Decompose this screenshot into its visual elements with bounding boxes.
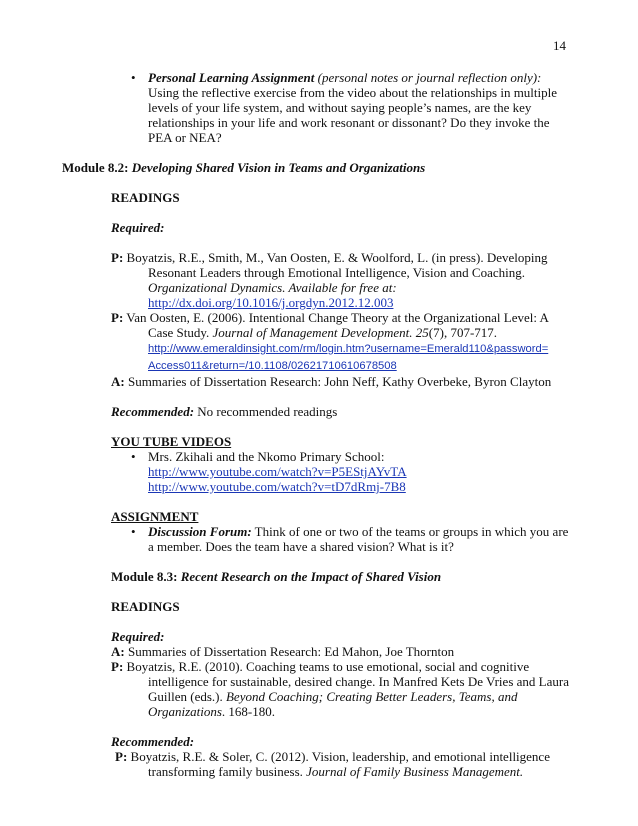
required-label: Required: [111, 220, 165, 235]
reference-entry: A: Summaries of Dissertation Research: Ed Mahon, Joe Thornton [111, 644, 455, 659]
emerald-link-cont[interactable]: Access011&return=/10.1108/02621710610678508 [148, 360, 397, 372]
pla-line: relationships in your life and work resonant or dissonant? Do they invoke the [148, 115, 550, 130]
pla-line: Using the reflective exercise from the video about the relationships in multiple [148, 85, 558, 100]
reference-entry: P: Van Oosten, E. (2006). Intentional Change Theory at the Organizational Level: A [111, 310, 549, 325]
youtube-heading: YOU TUBE VIDEOS [111, 434, 232, 449]
module-8-3-heading: Module 8.3: Recent Research on the Impact of Shared Vision [111, 569, 442, 584]
youtube-link-2[interactable]: http://www.youtube.com/watch?v=tD7dRmj-7B8 [148, 479, 406, 494]
recommended-line: Recommended: No recommended readings [111, 404, 338, 419]
required-label: Required: [111, 629, 165, 644]
emerald-link[interactable]: http://www.emeraldinsight.com/rm/login.htm?username=Emerald110&password= [148, 343, 549, 355]
reference-entry: A: Summaries of Dissertation Research: John Neff, Kathy Overbeke, Byron Clayton [111, 374, 552, 389]
pla-line: levels of your life system, and without saying people’s names, are the key [148, 100, 532, 115]
bullet-icon: • [131, 70, 136, 85]
readings-heading: READINGS [111, 599, 180, 614]
reference-entry: P: Boyatzis, R.E. & Soler, C. (2012). Vision, leadership, and emotional intelligence [115, 749, 550, 764]
bullet-icon: • [131, 449, 136, 464]
video-title: Mrs. Zkihali and the Nkomo Primary School: [148, 449, 385, 464]
discussion-forum: Discussion Forum: Think of one or two of the teams or groups in which you are [148, 524, 569, 539]
pla-title: Personal Learning Assignment [148, 70, 315, 85]
recommended-label: Recommended: [111, 734, 195, 749]
assignment-heading: ASSIGNMENT [111, 509, 199, 524]
bullet-icon: • [131, 524, 136, 539]
module-8-2-heading: Module 8.2: Developing Shared Vision in Teams and Organizations [62, 160, 426, 175]
youtube-link-1[interactable]: http://www.youtube.com/watch?v=P5EStjAYvTA [148, 464, 407, 479]
personal-learning-assignment [74, 70, 574, 145]
doi-link[interactable]: http://dx.doi.org/10.1016/j.orgdyn.2012.12.003 [148, 295, 394, 310]
page-number: 14 [553, 38, 566, 53]
reference-entry: P: Boyatzis, R.E., Smith, M., Van Oosten, E. & Woolford, L. (in press). Developing [111, 250, 548, 265]
document-body: • Personal Learning Assignment (personal notes or journal reflection only): Using the reflective exercise from the video about the relationships in multiple levels of your life system, and without saying people’s names, are the key relationships in your life and work resonant or dissonant? Do they invoke the PEA or NEA? Module 8.2: Developing Shared Vision in Teams and Organizations READINGS Required: P: Boyatzis, R.E., Smith, M., Van Oosten, E. & Woolford, L. (in press). Developing Resonant Leaders through Emotional Intelligence, Vision and Coaching. Organizational Dynamics. Available for free at: http://dx.doi.org/10.1016/j.orgdyn.2012.12.003 P: Van Oosten, E. (2006). Intentional Change Theory at the Organizational Level: A Case Study. Journal of Management Development. 25(7), 707-717. http://www.emeraldinsight.com/rm/login.htm?username=Emerald110&password= Access011&return=/10.1108/02621710610678508 A: Summaries of Dissertation Research: John Neff, Kathy Overbeke, Byron Clayton Recommended: No recommended readings YOU TUBE VIDEOS • Mrs. Zkihali and the Nkomo Primary School: http://www.youtube.com/watch?v=P5EStjAYvTA http://www.youtube.com/watch?v=tD7dRmj-7B8 ASSIGNMENT • Discussion Forum: Think of one or two of the teams or groups in which you are a member. Does the team have a shared vision? What is it? Module 8.3: Recent Research on the Impact of Shared Vision READINGS Required: A: Summaries of Dissertation Research: Ed Mahon, Joe Thornton P: Boyatzis, R.E. (2010). Coaching teams to use emotional, social and cognitive intelligence for sustainable, desired change. In Manfred Kets De Vries and Laura Guillen (eds.). Beyond Coaching; Creating Better Leaders, Teams, and Organizations. 168-180. Recommended: P: Boyatzis, R.E. & Soler, C. (2012). Vision, leadership, and emotional intelligence transforming family business. Journal of Family Business Management. [74, 70, 574, 779]
readings-heading: READINGS [111, 190, 180, 205]
reference-entry: P: Boyatzis, R.E. (2010). Coaching teams to use emotional, social and cognitive [111, 659, 530, 674]
pla-line: PEA or NEA? [148, 130, 222, 145]
pla-note: (personal notes or journal reflection only): [314, 70, 542, 85]
